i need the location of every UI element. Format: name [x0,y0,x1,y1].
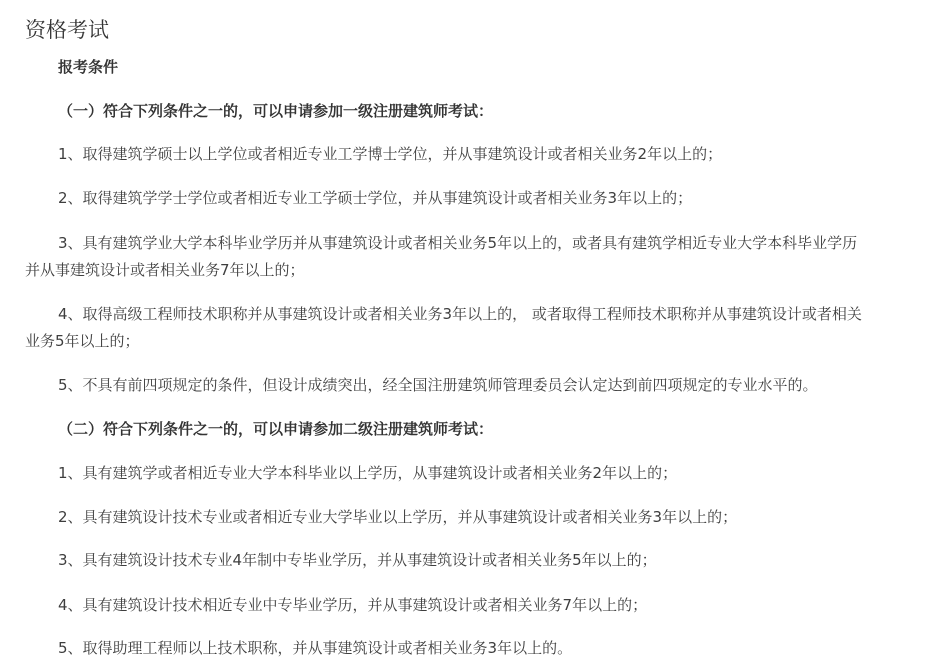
group1-item-5: 5、不具有前四项规定的条件，但设计成绩突出，经全国注册建筑师管理委员会认定达到前四项规定的专业水平的。 [58,376,818,394]
section-title: 资格考试 [25,18,109,42]
group1-item-3-continued: 并从事建筑设计或者相关业务7年以上的； [25,261,305,279]
group2-item-3: 3、具有建筑设计技术专业4年制中专毕业学历，并从事建筑设计或者相关业务5年以上的； [58,551,657,569]
group1-item-4-continued: 业务5年以上的； [25,332,140,350]
group1-item-4: 4、取得高级工程师技术职称并从事建筑设计或者相关业务3年以上的， 或者取得工程师技术职称并从事建筑设计或者相关 [58,305,862,323]
group1-item-1: 1、取得建筑学硕士以上学位或者相近专业工学博士学位，并从事建筑设计或者相关业务2年以上的； [58,145,723,163]
group2-item-5: 5、取得助理工程师以上技术职称，并从事建筑设计或者相关业务3年以上的。 [58,639,573,657]
group2-item-1: 1、具有建筑学或者相近专业大学本科毕业以上学历，从事建筑设计或者相关业务2年以上的； [58,464,678,482]
group2-item-4: 4、具有建筑设计技术相近专业中专毕业学历，并从事建筑设计或者相关业务7年以上的； [58,596,648,614]
group2-item-2: 2、具有建筑设计技术专业或者相近专业大学毕业以上学历，并从事建筑设计或者相关业务3年以上的； [58,508,738,526]
group1-item-2: 2、取得建筑学学士学位或者相近专业工学硕士学位，并从事建筑设计或者相关业务3年以上的； [58,189,693,207]
group1-item-3: 3、具有建筑学业大学本科毕业学历并从事建筑设计或者相关业务5年以上的，或者具有建筑学相近专业大学本科毕业学历 [58,234,858,252]
subtitle: 报考条件 [58,58,119,76]
group2-heading: （二）符合下列条件之一的，可以申请参加二级注册建筑师考试： [58,420,494,438]
group1-heading: （一）符合下列条件之一的，可以申请参加一级注册建筑师考试： [58,102,494,120]
